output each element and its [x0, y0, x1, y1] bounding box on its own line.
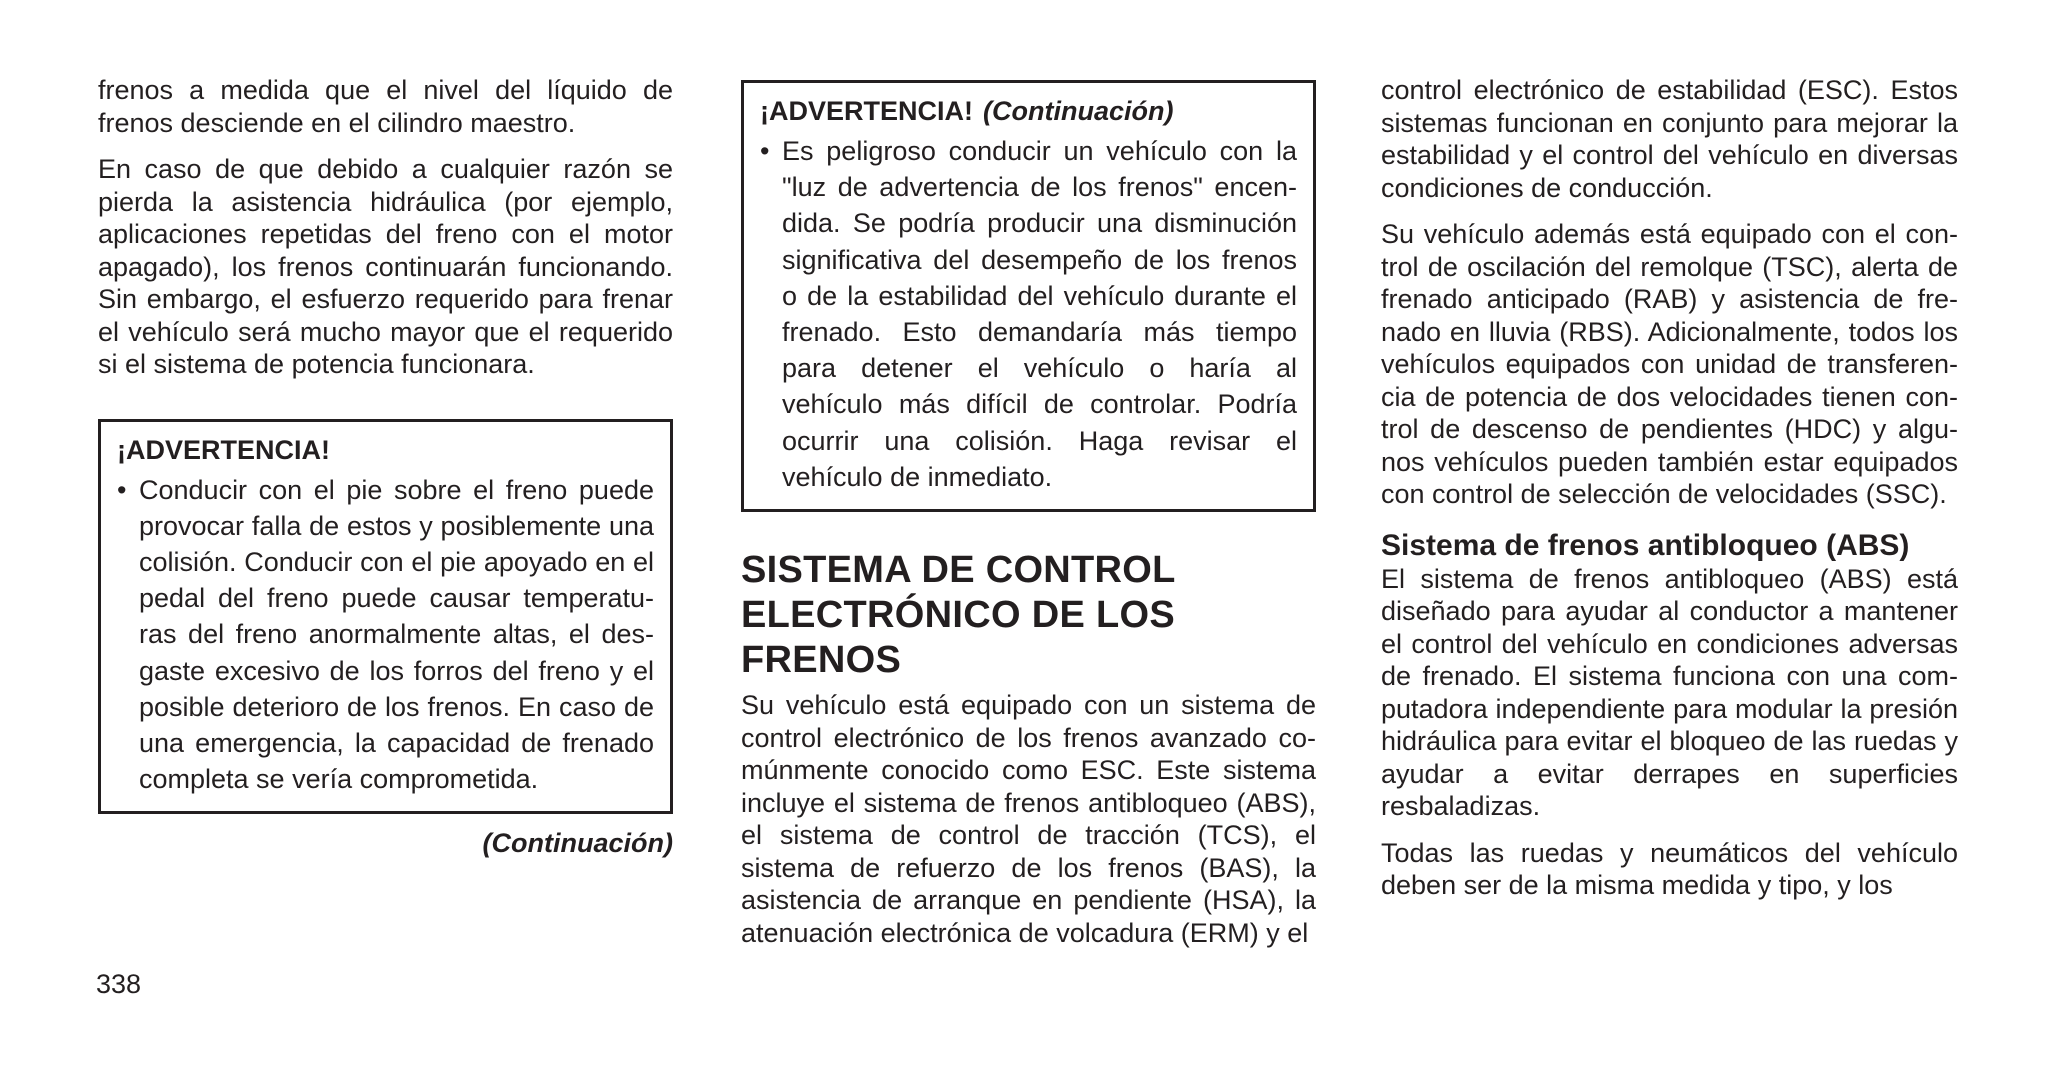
paragraph: Su vehículo está equipado con un sistema de control electrónico de los frenos avanzado comúnmente conocido como ESC. Este sistema incluye el sistema de frenos antibloqueo (ABS), el sistema de control de tracción (TCS), el sistema de refuerzo de los frenos (BAS), la asistencia de arranque en pendiente (HSA), la atenuación electrónica de volcadura (ERM) y el: [741, 690, 1316, 948]
paragraph: Todas las ruedas y neumáticos del vehículo deben ser de la misma medida y tipo, y los: [1381, 837, 1958, 900]
column-left: [98, 74, 673, 860]
warning-title: [760, 93, 1297, 129]
column-right: [1381, 74, 1958, 916]
warning-text: Conducir con el pie sobre el freno puede provocar falla de estos y posiblemente una colisión. Conducir con el pie apoyado en el pedal del freno puede causar temperaturas del freno anormalmente altas, el desgaste excesivo de los forros del freno y el posible deterioro de los frenos. En caso de una emergencia, la capacidad de frenado completa se vería comprometida.: [139, 474, 654, 795]
column-middle: [741, 80, 1316, 963]
warning-text: Es peligroso conducir un vehículo con la "luz de advertencia de los frenos" encendida. Se podría producir una disminución significativa del desempeño de los frenos o de la estabilidad del vehículo durante el frenado. Esto demandaría más tiempo para detener el vehículo o haría al vehículo más difícil de controlar. Podría ocurrir una colisión. Haga revisar el vehículo de inmediato.: [782, 136, 1297, 492]
warning-box-continued: [741, 80, 1316, 512]
page-number: 338: [96, 969, 142, 999]
paragraph: control electrónico de estabilidad (ESC). Estos sistemas funcionan en conjunto para mejorar la estabilidad y el control del vehículo en diversas condiciones de conducción.: [1381, 75, 1958, 203]
continuation-label: (Continuación): [482, 828, 673, 859]
paragraph: En caso de que debido a cualquier razón se pierda la asistencia hidráulica (por ejemplo, aplicaciones repetidas del freno con el motor apagado), los frenos continuarán funcionando. Sin embargo, el esfuerzo requerido para frenar el vehículo será mucho mayor que el requerido si el sistema de potencia funcionara.: [98, 154, 673, 379]
paragraph: Su vehículo además está equipado con el control de oscilación del remolque (TSC), alerta de frenado anticipado (RAB) y asistencia de frenado en lluvia (RBS). Adicionalmente, todos los vehículos equipados con unidad de transferencia de potencia de dos velocidades tienen control de descenso de pendientes (HDC) y algunos vehículos pueden también estar equipados con control de selección de velocidades (SSC).: [1381, 219, 1958, 509]
warning-continuation: (Continuación): [983, 96, 1174, 126]
section-heading: SISTEMA DE CONTROL ELECTRÓNICO DE LOS FRENOS: [741, 549, 1175, 682]
paragraph: El sistema de frenos antibloqueo (ABS) está diseñado para ayudar al conductor a mantener el control del vehículo en condiciones adversas de frenado. El sistema funciona con una computadora independiente para modular la presión hidráulica para evitar el bloqueo de las ruedas y ayudar a evitar derrapes en superficies resbaladizas.: [1381, 563, 1958, 821]
warning-bullet: [760, 133, 1297, 495]
bullet-icon: •: [117, 474, 127, 505]
warning-bullet: [117, 472, 654, 798]
subsection-heading: Sistema de frenos antibloqueo (ABS): [1381, 528, 1910, 562]
warning-title-text: ¡ADVERTENCIA!: [760, 96, 973, 126]
warning-title: ¡ADVERTENCIA!: [117, 434, 330, 465]
warning-box: [98, 419, 673, 815]
paragraph: frenos a medida que el nivel del líquido de frenos desciende en el cilindro maestro.: [98, 75, 673, 138]
bullet-icon: •: [760, 136, 770, 166]
